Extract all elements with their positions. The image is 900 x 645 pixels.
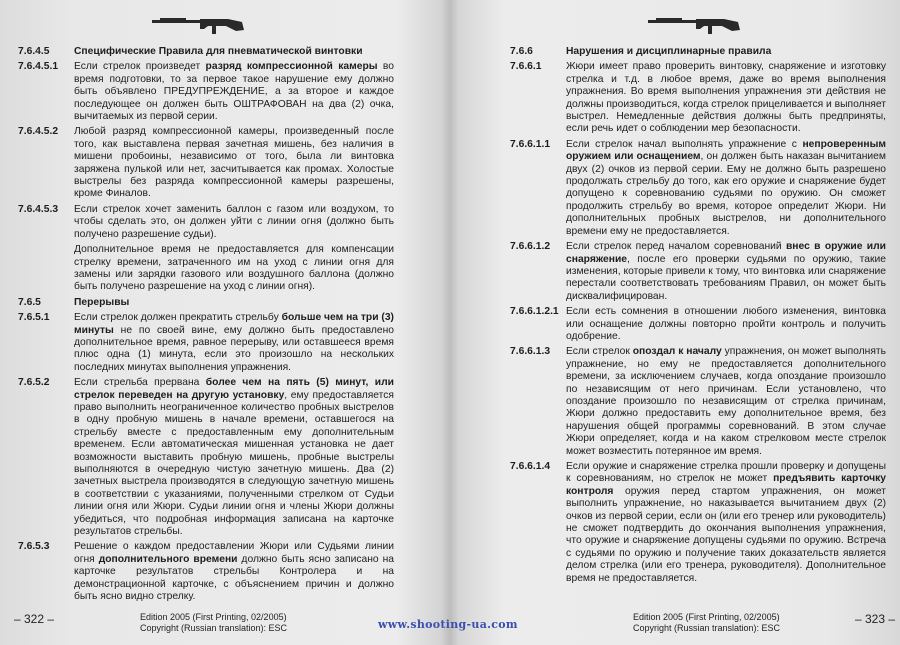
text-run: Если стрелок начал выполнять упражнение с — [566, 138, 803, 150]
rule-paragraph — [18, 541, 394, 603]
rule-text — [74, 204, 394, 241]
rule-number: 7.6.4.5.3 — [18, 203, 59, 215]
text-run: не по своей вине, ему должно быть предоставлено дополнительное время, равное перерыву, или оставшееся время плюс одна (1) минута, если это произошло на нескольких последних минутах выполнения упражнения. — [74, 324, 394, 373]
bold-phrase: разряд компрессионной камеры — [205, 61, 378, 73]
rifle-icon — [646, 14, 742, 36]
text-run: Если оружие и снаряжение стрелка прошли проверку и допущены к соревнованиям, но стрелок не может — [566, 461, 886, 485]
copyright-line: Copyright (Russian translation): ESC — [140, 623, 288, 633]
rule-number: 7.6.6.1.3 — [510, 346, 551, 358]
rule-text — [566, 61, 886, 135]
text-run: Если стрелок должен прекратить стрельбу — [74, 312, 282, 324]
watermark-link[interactable]: www.shooting-ua.com — [378, 618, 518, 631]
edition-info — [140, 612, 287, 634]
rule-number: 7.6.5.2 — [18, 377, 50, 389]
rule-number: 7.6.6.1.2 — [510, 241, 551, 253]
rule-paragraph — [510, 139, 886, 238]
text-run: оружия перед стартом упражнения, он может выполнить упражнение, но наказывается вычитанием двух (2) очков из первой серии, если он (или его тренер или руководитель) не сможет подтвердить до окончания выполнения упражнения, что оружие и снаряжение допущены судьями по оружию. Встреча с судьями по оружию и получение таких доказательств является делом стрелка (или его тренера, руководителя). Дополнительное время не предоставляется. — [566, 485, 886, 584]
rule-text — [74, 312, 394, 374]
text-run: Жюри имеет право проверить винтовку, снаряжение и изготовку стрелка и т.д. в любое время, даже во время выполнения упражнения. Во время выполнения упражнения эти действия не должны производиться, когда стрелок прицеливается и выполняет выстрел. Немедленные действия должны быть предприняты, если речь идет о соблюдении мер безопасности. — [566, 61, 886, 135]
rule-paragraph — [510, 61, 886, 135]
text-run: Специфические Правила для пневматической винтовки — [74, 46, 363, 57]
rule-number: 7.6.5.1 — [18, 312, 50, 324]
rule-paragraph — [510, 346, 886, 458]
bold-phrase: предъявить карточку контроля — [566, 473, 886, 497]
rule-text — [566, 241, 886, 303]
rule-text — [566, 139, 886, 238]
text-run: Если стрелок хочет заменить баллон с газом или воздухом, то чтобы сделать это, он должен уйти с линии огня (должно быть получено разрешение судьи). — [74, 203, 394, 240]
rule-text — [74, 541, 394, 603]
rule-number: 7.6.6.1.2.1 — [510, 306, 559, 318]
rifle-icon — [150, 14, 246, 36]
text-run: Перерывы — [74, 296, 130, 308]
section-heading — [510, 46, 886, 58]
text-run: Решение о каждом предоставлении Жюри или Судьями линии огня — [74, 541, 394, 565]
rule-text — [74, 126, 394, 200]
page-number: – 323 – — [855, 612, 896, 626]
text-run: Любой разряд компрессионной камеры, произведенный после того, как выставлена первая зачетная мишень, без наличия в мишени пробоины, независимо от того, была ли винтовка заряжена пулькой или нет, засчитывается как промах. Холостые выстрелы без разряда компрессионной камеры разрешены, кроме Финалов. — [74, 126, 394, 200]
rule-number: 7.6.6.1.4 — [510, 461, 551, 472]
text-run: должно быть ясно записано на карточке результатов стрельбы Контролера и на демонстрационной карточке, с объяснением причин и должно быть ясно видно стрелку. — [74, 553, 394, 603]
text-run: упражнения, он может выполнять упражнение, но ему не предоставляется дополнительного времени, за исключением случаев, когда опоздание произошло по независящим от него причинам. Если установлено, что опоздание произошло по независящим от стрелка причинам, Жюри должно предоставить ему дополнительное время, без нарушения общей программы соревнований. В этом случае Жюри определяет, когда и на каком стрелковом месте стрелок может возместить потерянное им время. — [566, 346, 886, 457]
rule-text — [74, 61, 394, 123]
rule-paragraph — [18, 61, 394, 123]
text-run: , после его проверки судьями по оружию, такие изменения, которые привели к тому, что винтовка или снаряжение перестали соответствовать требованиям Правил, он может быть дисквалифицирован. — [566, 253, 886, 302]
rule-number: 7.6.4.5.2 — [18, 126, 59, 138]
bold-phrase: непроверенным оружием или оснащением — [566, 138, 886, 163]
rule-number: 7.6.5.3 — [18, 541, 50, 553]
rule-paragraph — [18, 126, 394, 200]
text-run: Если стрелок — [566, 346, 633, 358]
rule-text — [566, 306, 886, 343]
rule-text — [74, 46, 394, 58]
right-page — [450, 0, 900, 645]
rule-paragraph — [18, 244, 394, 294]
text-run: Если есть сомнения в отношении любого изменения, винтовка или оснащение должны повторно пройти контроль и получить одобрение. — [566, 306, 886, 342]
text-run: Если стрелок перед началом соревнований — [566, 241, 786, 253]
rule-number: 7.6.5 — [18, 296, 41, 308]
text-run: во время подготовки, то за первое такое нарушение ему должно быть объявлено ПРЕДУПРЕЖДЕНИЕ, а за второе и каждое последующее он должен быть ОШТРАФОВАН на два (2) очка, вычитаемых из первой серии. — [74, 61, 395, 123]
rule-paragraph — [18, 204, 394, 241]
rule-text — [74, 297, 394, 309]
bold-phrase: внес в оружие или снаряжение — [566, 241, 886, 265]
rule-text — [566, 46, 886, 58]
bold-phrase: опоздал к началу — [632, 346, 722, 358]
right-page-content — [510, 46, 886, 588]
rule-number: 7.6.6 — [510, 46, 533, 57]
rule-paragraph — [18, 312, 394, 374]
bold-phrase: больше чем на три (3) минуты — [74, 312, 394, 336]
copyright-line: Copyright (Russian translation): ESC — [633, 623, 781, 633]
text-run: , ему предоставляется право выполнить неограниченное количество пробных выстрелов в одну пробную мишень в начале времени, оставшегося на стрельбу вместе с предоставленным ему дополнительным временем. Если автоматическая мишенная установка не дает возможности выставить пробную мишень, пробные выстрелы выполняются в очередную чистую зачетную мишень. Два (2) зачетных выстрела производятся в следующую зачетную мишень в соответствии с указаниями, полученными стрелком от Судьи линии огня или Жюри. Судьи линии огня и члены Жюри должны убедиться, что подробная информация записана на карточке результатов стрельбы. — [74, 389, 394, 538]
text-run: Дополнительное время не предоставляется для компенсации стрелку времени, затраченного им на уход с линии огня для замены или зарядки газового или воздушного баллона (должно быть получено разрешение на уход с линии огня). — [74, 244, 394, 293]
rule-text — [566, 461, 886, 585]
bold-phrase: дополнительного времени — [98, 553, 238, 565]
rule-paragraph — [510, 241, 886, 303]
bold-phrase: более чем на пять (5) минут, или стрелок переведен на другую установку — [74, 377, 394, 401]
text-run: Нарушения и дисциплинарные правила — [566, 46, 772, 57]
rule-paragraph — [510, 461, 886, 585]
rule-paragraph — [18, 377, 394, 538]
edition-info — [633, 612, 780, 634]
rule-number: 7.6.6.1.1 — [510, 138, 551, 150]
rule-text — [74, 377, 394, 538]
page-number: – 322 – — [14, 612, 55, 626]
rule-text — [74, 244, 394, 294]
left-page-content — [18, 46, 394, 606]
rule-number: 7.6.4.5 — [18, 46, 50, 57]
rule-number: 7.6.6.1 — [510, 61, 542, 73]
rule-text — [566, 346, 886, 458]
rule-paragraph — [510, 306, 886, 343]
text-run: Если стрельба прервана — [74, 377, 206, 389]
text-run: , он должен быть наказан вычитанием двух (2) очков из первой серии. Ему не должно быть разрешено продолжать стрельбу до того, как его оружие и снаряжение будет допущено к соревнованию судьями по оружию. Он сможет продолжить стрельбу во время, которое определит Жюри. Ни дополнительных пробных выстрелов, ни дополнительного времени ему не предоставляется. — [566, 151, 886, 237]
rule-number: 7.6.4.5.1 — [18, 61, 59, 73]
edition-line: Edition 2005 (First Printing, 02/2005) — [140, 612, 287, 622]
section-heading — [18, 297, 394, 309]
edition-line: Edition 2005 (First Printing, 02/2005) — [633, 612, 780, 622]
section-heading — [18, 46, 394, 58]
text-run: Если стрелок произведет — [74, 61, 206, 73]
